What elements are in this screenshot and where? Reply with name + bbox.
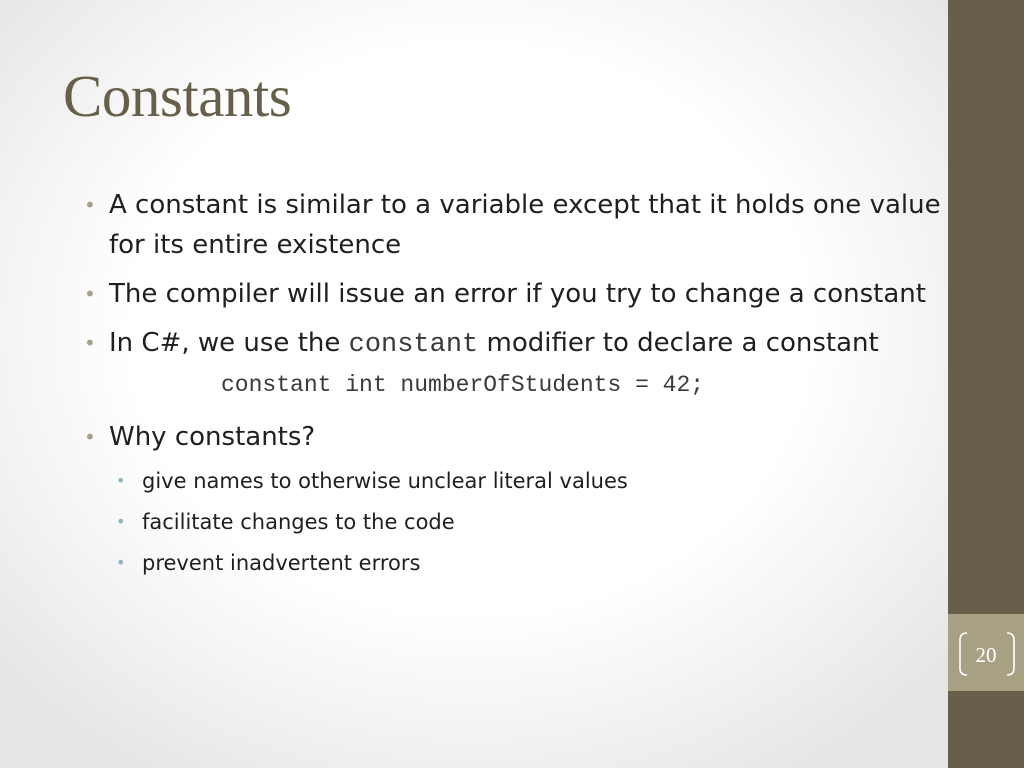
code-example: constant int numberOfStudents = 42; — [221, 372, 705, 398]
bullet-text: A constant is similar to a variable except that it holds one value for its entire existence — [109, 190, 941, 260]
bullet-text-prefix: In C#, we use the — [109, 328, 349, 358]
bullet-text: Why constants? — [109, 422, 316, 452]
sub-bullet-text: give names to otherwise unclear literal values — [142, 469, 628, 493]
bullet-dot-icon: • — [84, 282, 96, 306]
sub-bullet-item — [80, 507, 950, 538]
inline-code-keyword: constant — [348, 330, 479, 360]
sub-bullet-dot-icon: • — [116, 553, 126, 572]
bullet-dot-icon: • — [84, 331, 96, 355]
sub-bullet-dot-icon: • — [116, 471, 126, 490]
sub-bullet-dot-icon: • — [116, 512, 126, 531]
bullet-text: The compiler will issue an error if you try to change a constant — [109, 279, 926, 309]
sub-bullet-text: facilitate changes to the code — [142, 510, 455, 534]
bullet-dot-icon: • — [84, 193, 96, 217]
slide-title: Constants — [63, 63, 292, 129]
bullet-item — [80, 323, 950, 365]
slide-content — [80, 185, 950, 589]
bullet-item — [80, 274, 950, 314]
sub-bullet-item — [80, 548, 950, 579]
bullet-dot-icon: • — [84, 425, 96, 449]
sub-bullet-text: prevent inadvertent errors — [142, 551, 421, 575]
sub-bullet-item — [80, 466, 950, 497]
bullet-text-suffix: modifier to declare a constant — [478, 328, 879, 358]
page-number: 20 — [975, 643, 997, 667]
bullet-item — [80, 185, 950, 265]
bullet-item — [80, 417, 950, 457]
